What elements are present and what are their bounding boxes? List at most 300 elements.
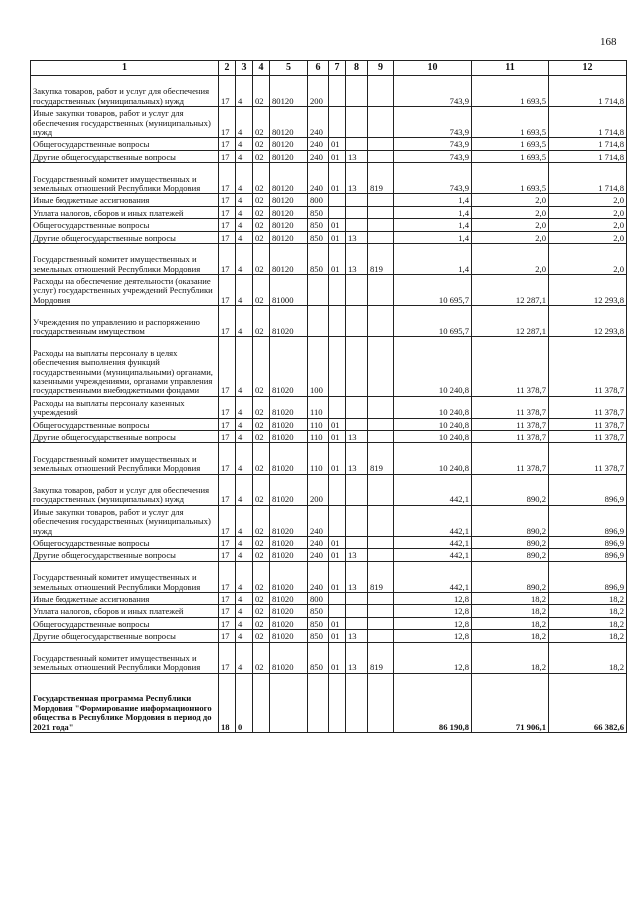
row-col-2-cell: 17 [219,418,236,430]
row-col-9-cell [368,107,394,138]
row-col-6-cell [308,275,329,306]
row-col-8-cell [346,537,368,549]
row-col-6-cell: 200 [308,76,329,107]
row-col-7-cell: 01 [329,243,346,274]
row-col-9-cell [368,396,394,418]
row-col-3-cell: 4 [236,431,253,443]
header-col-3: 3 [236,61,253,76]
row-col-3-cell: 4 [236,107,253,138]
row-col-5-cell: 81020 [270,537,308,549]
row-col-3-cell: 4 [236,138,253,150]
row-col-9-cell [368,431,394,443]
table-row [31,243,627,274]
row-amount-col-10: 442,1 [394,505,472,536]
table-row [31,107,627,138]
row-col-5-cell: 80120 [270,76,308,107]
row-col-3-cell: 4 [236,243,253,274]
row-col-3-cell: 4 [236,206,253,218]
row-amount-col-10: 12,8 [394,642,472,673]
row-col-7-cell: 01 [329,537,346,549]
header-col-4: 4 [253,61,270,76]
row-amount-col-11: 2,0 [472,219,549,231]
row-col-8-cell: 13 [346,642,368,673]
row-col-2-cell: 17 [219,630,236,642]
row-col-5-cell: 80120 [270,231,308,243]
row-amount-col-11: 18,2 [472,617,549,629]
table-row [31,231,627,243]
row-amount-col-12: 2,0 [549,231,627,243]
row-col-6-cell: 110 [308,396,329,418]
row-col-5-cell: 81020 [270,592,308,604]
row-amount-col-11: 11 378,7 [472,443,549,474]
row-col-6-cell: 240 [308,163,329,194]
row-col-8-cell [346,275,368,306]
row-amount-col-11: 1 693,5 [472,107,549,138]
row-col-4-cell: 02 [253,549,270,561]
table-row [31,673,627,732]
table-row [31,537,627,549]
row-col-3-cell: 4 [236,605,253,617]
row-amount-col-11: 890,2 [472,505,549,536]
row-col-4-cell: 02 [253,505,270,536]
row-amount-col-11: 2,0 [472,194,549,206]
row-name-cell: Государственный комитет имущественных и земельных отношений Республики Мордовия [31,443,219,474]
row-col-6-cell: 850 [308,642,329,673]
row-col-2-cell: 17 [219,605,236,617]
row-col-3-cell: 4 [236,549,253,561]
row-amount-col-12: 896,9 [549,561,627,592]
row-amount-col-10: 743,9 [394,150,472,162]
header-col-12: 12 [549,61,627,76]
row-amount-col-12: 1 714,8 [549,107,627,138]
row-col-5-cell: 81020 [270,306,308,337]
row-col-5-cell: 80120 [270,194,308,206]
row-name-cell: Другие общегосударственные вопросы [31,549,219,561]
row-col-7-cell [329,605,346,617]
row-amount-col-11: 11 378,7 [472,337,549,396]
row-col-9-cell [368,306,394,337]
row-col-4-cell: 02 [253,617,270,629]
row-col-3-cell: 4 [236,76,253,107]
row-col-6-cell: 110 [308,418,329,430]
row-col-8-cell [346,194,368,206]
row-col-5-cell: 81020 [270,443,308,474]
row-amount-col-10: 12,8 [394,605,472,617]
row-name-cell: Общегосударственные вопросы [31,138,219,150]
row-col-7-cell: 01 [329,150,346,162]
row-col-7-cell [329,275,346,306]
row-amount-col-12: 1 714,8 [549,138,627,150]
row-amount-col-10: 12,8 [394,617,472,629]
row-col-3-cell: 4 [236,443,253,474]
row-col-5-cell: 80120 [270,163,308,194]
row-amount-col-10: 10 240,8 [394,337,472,396]
row-col-9-cell [368,630,394,642]
row-col-8-cell [346,219,368,231]
row-col-2-cell: 17 [219,592,236,604]
header-col-10: 10 [394,61,472,76]
row-col-4-cell: 02 [253,630,270,642]
row-col-2-cell: 17 [219,337,236,396]
row-amount-col-11: 18,2 [472,642,549,673]
row-col-4-cell: 02 [253,561,270,592]
row-name-cell: Расходы на выплаты персоналу казенных учреждений [31,396,219,418]
table-row [31,561,627,592]
row-col-8-cell: 13 [346,431,368,443]
row-col-5-cell [270,673,308,732]
table-row [31,443,627,474]
row-amount-col-12: 896,9 [549,474,627,505]
row-amount-col-12: 2,0 [549,194,627,206]
row-amount-col-12: 11 378,7 [549,443,627,474]
row-col-3-cell: 4 [236,219,253,231]
row-col-3-cell: 4 [236,630,253,642]
row-col-7-cell [329,396,346,418]
row-amount-col-10: 743,9 [394,138,472,150]
row-col-3-cell: 4 [236,418,253,430]
table-row [31,76,627,107]
row-amount-col-10: 1,4 [394,194,472,206]
row-col-4-cell: 02 [253,605,270,617]
row-col-9-cell [368,617,394,629]
row-col-9-cell [368,537,394,549]
row-col-6-cell: 850 [308,617,329,629]
row-name-cell: Государственный комитет имущественных и земельных отношений Республики Мордовия [31,642,219,673]
row-name-cell: Государственный комитет имущественных и земельных отношений Республики Мордовия [31,561,219,592]
table-row [31,617,627,629]
row-col-7-cell: 01 [329,219,346,231]
row-col-2-cell: 17 [219,275,236,306]
row-amount-col-10: 1,4 [394,243,472,274]
table-row [31,505,627,536]
row-amount-col-12: 896,9 [549,537,627,549]
row-col-7-cell: 01 [329,431,346,443]
row-col-8-cell: 13 [346,150,368,162]
header-col-9: 9 [368,61,394,76]
row-name-cell: Иные бюджетные ассигнования [31,194,219,206]
row-amount-col-12: 2,0 [549,243,627,274]
row-col-5-cell: 81020 [270,418,308,430]
row-col-9-cell [368,549,394,561]
row-col-5-cell: 81020 [270,396,308,418]
row-col-2-cell: 17 [219,206,236,218]
row-col-4-cell: 02 [253,642,270,673]
row-col-7-cell [329,206,346,218]
row-col-2-cell: 17 [219,163,236,194]
row-amount-col-12: 2,0 [549,206,627,218]
row-col-6-cell: 240 [308,138,329,150]
row-col-6-cell: 240 [308,150,329,162]
row-col-3-cell: 4 [236,474,253,505]
table-row [31,418,627,430]
row-col-8-cell [346,337,368,396]
row-col-9-cell: 819 [368,243,394,274]
row-col-8-cell [346,76,368,107]
row-col-8-cell: 13 [346,243,368,274]
row-col-2-cell: 18 [219,673,236,732]
row-amount-col-10: 442,1 [394,549,472,561]
row-col-6-cell: 800 [308,194,329,206]
row-amount-col-11: 18,2 [472,605,549,617]
row-amount-col-12: 66 382,6 [549,673,627,732]
row-amount-col-11: 1 693,5 [472,163,549,194]
row-amount-col-10: 10 240,8 [394,418,472,430]
table-row [31,431,627,443]
row-col-9-cell [368,505,394,536]
row-col-6-cell: 240 [308,561,329,592]
row-col-7-cell [329,194,346,206]
row-amount-col-10: 743,9 [394,107,472,138]
table-row [31,306,627,337]
row-name-cell: Общегосударственные вопросы [31,617,219,629]
table-row [31,206,627,218]
row-amount-col-12: 896,9 [549,505,627,536]
row-col-5-cell: 80120 [270,107,308,138]
row-col-3-cell: 4 [236,194,253,206]
row-col-8-cell: 13 [346,443,368,474]
row-col-5-cell: 81020 [270,605,308,617]
table-row [31,474,627,505]
row-col-4-cell: 02 [253,243,270,274]
header-row [31,61,627,76]
row-amount-col-12: 18,2 [549,605,627,617]
row-col-2-cell: 17 [219,549,236,561]
row-amount-col-12: 11 378,7 [549,396,627,418]
row-col-2-cell: 17 [219,243,236,274]
row-col-4-cell: 02 [253,138,270,150]
row-amount-col-11: 1 693,5 [472,76,549,107]
header-col-7: 7 [329,61,346,76]
row-col-2-cell: 17 [219,107,236,138]
row-col-3-cell: 4 [236,337,253,396]
row-amount-col-11: 12 287,1 [472,306,549,337]
row-col-6-cell: 240 [308,505,329,536]
row-col-7-cell: 01 [329,549,346,561]
row-col-3-cell: 4 [236,642,253,673]
row-col-2-cell: 17 [219,194,236,206]
row-col-8-cell [346,592,368,604]
row-amount-col-11: 11 378,7 [472,396,549,418]
row-amount-col-10: 442,1 [394,561,472,592]
row-col-7-cell: 01 [329,630,346,642]
table-row [31,337,627,396]
row-col-6-cell: 240 [308,537,329,549]
row-col-9-cell [368,592,394,604]
row-col-8-cell [346,138,368,150]
row-col-6-cell: 110 [308,443,329,474]
row-col-6-cell: 850 [308,231,329,243]
row-col-9-cell [368,605,394,617]
table-row [31,219,627,231]
row-col-3-cell: 4 [236,306,253,337]
row-col-8-cell: 13 [346,630,368,642]
row-amount-col-11: 71 906,1 [472,673,549,732]
row-col-6-cell: 850 [308,206,329,218]
row-col-9-cell [368,150,394,162]
row-col-8-cell [346,605,368,617]
row-col-6-cell: 240 [308,107,329,138]
row-col-9-cell [368,673,394,732]
row-amount-col-12: 1 714,8 [549,76,627,107]
row-col-4-cell: 02 [253,275,270,306]
row-col-7-cell [329,592,346,604]
row-col-5-cell: 81020 [270,431,308,443]
row-col-8-cell [346,306,368,337]
header-col-2: 2 [219,61,236,76]
row-col-4-cell: 02 [253,150,270,162]
row-name-cell: Другие общегосударственные вопросы [31,150,219,162]
row-amount-col-12: 2,0 [549,219,627,231]
row-col-7-cell: 01 [329,443,346,474]
row-amount-col-12: 12 293,8 [549,306,627,337]
row-amount-col-10: 1,4 [394,231,472,243]
row-col-6-cell: 100 [308,337,329,396]
row-amount-col-10: 86 190,8 [394,673,472,732]
row-col-7-cell [329,306,346,337]
row-name-cell: Общегосударственные вопросы [31,537,219,549]
row-col-8-cell [346,474,368,505]
row-col-9-cell [368,418,394,430]
row-col-6-cell: 240 [308,549,329,561]
row-amount-col-10: 1,4 [394,206,472,218]
table-row [31,150,627,162]
row-amount-col-11: 12 287,1 [472,275,549,306]
row-name-cell: Иные закупки товаров, работ и услуг для обеспечения государственных (муниципальных) нужд [31,505,219,536]
row-col-9-cell: 819 [368,163,394,194]
row-col-5-cell: 80120 [270,150,308,162]
row-col-3-cell: 4 [236,561,253,592]
row-col-3-cell: 4 [236,592,253,604]
row-col-9-cell [368,219,394,231]
row-name-cell: Уплата налогов, сборов и иных платежей [31,605,219,617]
row-amount-col-10: 442,1 [394,474,472,505]
row-name-cell: Государственная программа Республики Мордовия "Формирование информационного общества в Республике Мордовия в период до 2021 года" [31,673,219,732]
row-col-7-cell [329,76,346,107]
row-col-7-cell: 01 [329,642,346,673]
row-col-4-cell: 02 [253,76,270,107]
row-col-4-cell: 02 [253,396,270,418]
row-col-8-cell [346,673,368,732]
row-col-5-cell: 80120 [270,138,308,150]
row-col-4-cell: 02 [253,418,270,430]
row-col-5-cell: 81020 [270,474,308,505]
table-row [31,642,627,673]
row-col-2-cell: 17 [219,505,236,536]
row-amount-col-12: 18,2 [549,642,627,673]
row-col-8-cell [346,617,368,629]
row-col-5-cell: 81020 [270,617,308,629]
row-col-3-cell: 4 [236,617,253,629]
row-name-cell: Иные закупки товаров, работ и услуг для обеспечения государственных (муниципальных) нужд [31,107,219,138]
header-col-1: 1 [31,61,219,76]
row-amount-col-10: 1,4 [394,219,472,231]
row-amount-col-12: 11 378,7 [549,431,627,443]
row-amount-col-10: 10 240,8 [394,443,472,474]
table-row [31,163,627,194]
row-col-5-cell: 81020 [270,642,308,673]
row-amount-col-11: 1 693,5 [472,138,549,150]
row-col-9-cell: 819 [368,561,394,592]
row-name-cell: Уплата налогов, сборов и иных платежей [31,206,219,218]
row-amount-col-11: 890,2 [472,549,549,561]
row-col-4-cell [253,673,270,732]
row-amount-col-10: 743,9 [394,163,472,194]
row-amount-col-10: 12,8 [394,592,472,604]
row-amount-col-10: 10 695,7 [394,306,472,337]
table-row [31,138,627,150]
row-col-6-cell: 850 [308,630,329,642]
row-col-2-cell: 17 [219,219,236,231]
row-name-cell: Закупка товаров, работ и услуг для обеспечения государственных (муниципальных) нужд [31,76,219,107]
row-col-4-cell: 02 [253,107,270,138]
row-col-7-cell: 01 [329,418,346,430]
table-row [31,592,627,604]
row-amount-col-10: 10 240,8 [394,396,472,418]
row-col-9-cell [368,194,394,206]
row-col-2-cell: 17 [219,617,236,629]
row-col-5-cell: 81020 [270,505,308,536]
row-col-2-cell: 17 [219,231,236,243]
row-col-9-cell [368,231,394,243]
budget-table [30,60,627,733]
row-amount-col-12: 896,9 [549,549,627,561]
row-amount-col-11: 11 378,7 [472,431,549,443]
row-col-6-cell: 850 [308,605,329,617]
row-amount-col-11: 890,2 [472,537,549,549]
row-col-5-cell: 81020 [270,549,308,561]
header-col-8: 8 [346,61,368,76]
row-amount-col-11: 18,2 [472,630,549,642]
row-amount-col-11: 2,0 [472,206,549,218]
row-col-8-cell: 13 [346,231,368,243]
row-col-4-cell: 02 [253,206,270,218]
row-col-2-cell: 17 [219,306,236,337]
row-col-9-cell [368,76,394,107]
row-col-5-cell: 81020 [270,630,308,642]
table-row [31,630,627,642]
row-col-5-cell: 81000 [270,275,308,306]
row-col-3-cell: 4 [236,396,253,418]
row-col-8-cell: 13 [346,561,368,592]
row-col-3-cell: 4 [236,537,253,549]
row-col-2-cell: 17 [219,642,236,673]
row-name-cell: Учреждения по управлению и распоряжению государственным имуществом [31,306,219,337]
row-col-4-cell: 02 [253,306,270,337]
page-number: 168 [600,36,617,48]
row-col-3-cell: 0 [236,673,253,732]
row-col-4-cell: 02 [253,163,270,194]
row-name-cell: Государственный комитет имущественных и земельных отношений Республики Мордовия [31,243,219,274]
row-col-6-cell: 800 [308,592,329,604]
row-amount-col-11: 11 378,7 [472,418,549,430]
row-amount-col-11: 18,2 [472,592,549,604]
row-col-3-cell: 4 [236,275,253,306]
row-col-7-cell: 01 [329,617,346,629]
row-col-4-cell: 02 [253,194,270,206]
row-col-4-cell: 02 [253,592,270,604]
row-amount-col-11: 2,0 [472,231,549,243]
row-col-5-cell: 81020 [270,561,308,592]
row-col-3-cell: 4 [236,150,253,162]
table-row [31,396,627,418]
row-col-4-cell: 02 [253,443,270,474]
row-col-9-cell: 819 [368,642,394,673]
row-name-cell: Расходы на обеспечение деятельности (оказание услуг) государственных учреждений Республики Мордовия [31,275,219,306]
row-col-9-cell: 819 [368,443,394,474]
row-col-3-cell: 4 [236,505,253,536]
row-col-2-cell: 17 [219,396,236,418]
row-col-5-cell: 80120 [270,219,308,231]
